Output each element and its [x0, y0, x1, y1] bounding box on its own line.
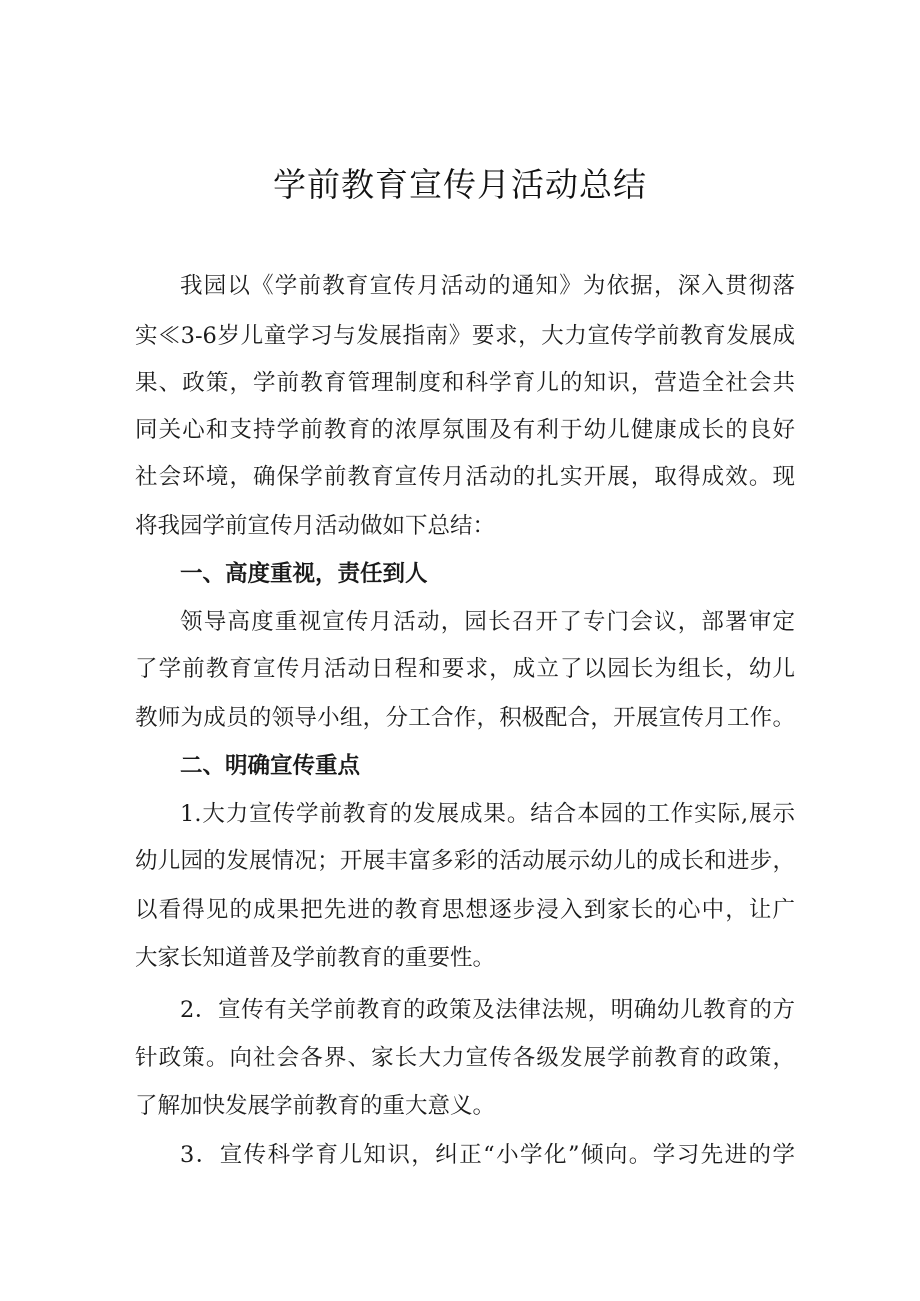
document-title: 学前教育宣传月活动总结 — [273, 165, 647, 204]
paragraph-line: 针政策。向社会各界、家长大力宣传各级发展学前教育的政策， — [135, 1045, 795, 1071]
paragraph-line: 领导高度重视宣传月活动，园长召开了专门会议，部署审定 — [180, 609, 795, 635]
paragraph-line: 了解加快发展学前教育的重大意义。 — [135, 1093, 496, 1119]
paragraph-line: 大家长知道普及学前教育的重要性。 — [135, 945, 496, 971]
paragraph-line: 幼儿园的发展情况；开展丰富多彩的活动展示幼儿的成长和进步， — [135, 848, 795, 874]
paragraph-line: 果、政策，学前教育管理制度和科学育儿的知识，营造全社会共 — [135, 370, 795, 396]
paragraph-line: 同关心和支持学前教育的浓厚氛围及有利于幼儿健康成长的良好 — [135, 417, 795, 443]
paragraph-line: 以看得见的成果把先进的教育思想逐步浸入到家长的心中，让广 — [135, 897, 795, 923]
paragraph-line: 3．宣传科学育儿知识，纠正“小学化”倾向。学习先进的学 — [180, 1142, 795, 1168]
paragraph-line: 教师为成员的领导小组，分工合作，积极配合，开展宣传月工作。 — [135, 705, 795, 731]
paragraph-line: 实≪3-6岁儿童学习与发展指南》要求，大力宣传学前教育发展成 — [135, 323, 795, 349]
paragraph-line: 社会环境，确保学前教育宣传月活动的扎实开展，取得成效。现 — [135, 464, 795, 490]
paragraph-line: 1.大力宣传学前教育的发展成果。结合本园的工作实际,展示 — [180, 801, 795, 827]
section-heading: 一、高度重视，责任到人 — [180, 561, 428, 587]
section-heading: 二、明确宣传重点 — [180, 753, 361, 779]
paragraph-line: 我园以《学前教育宣传月活动的通知》为依据，深入贯彻落 — [180, 273, 795, 299]
paragraph-line: 将我园学前宣传月活动做如下总结： — [135, 513, 496, 539]
paragraph-line: 了学前教育宣传月活动日程和要求，成立了以园长为组长，幼儿 — [135, 656, 795, 682]
paragraph-line: 2．宣传有关学前教育的政策及法律法规，明确幼儿教育的方 — [180, 997, 795, 1023]
